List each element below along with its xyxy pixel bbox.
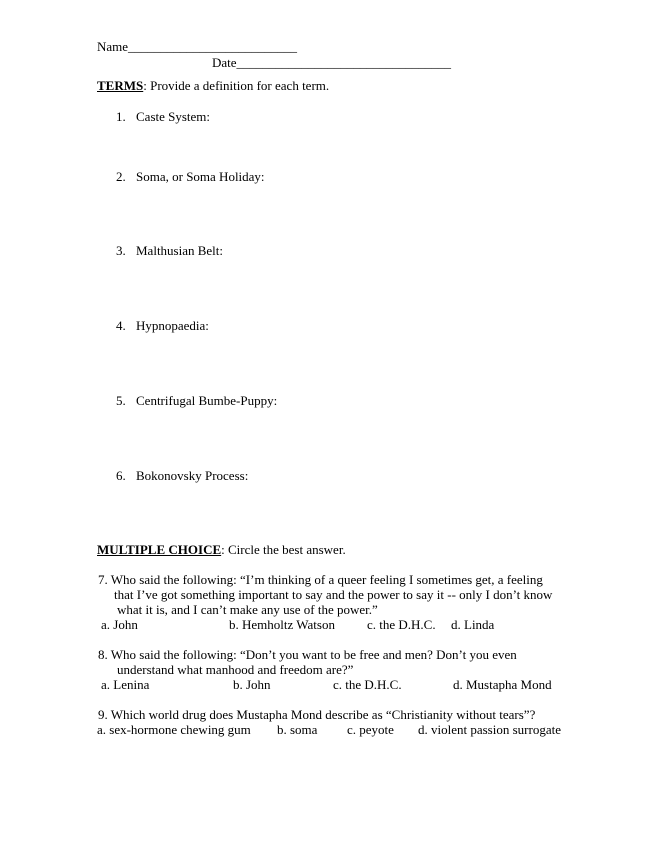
question-line: 9. Which world drug does Mustapha Mond describe as “Christianity without tears”? — [98, 707, 536, 722]
name-label: Name — [97, 39, 129, 54]
question-line: that I’ve got something important to say and the power to say it -- only I don’t know — [114, 587, 553, 602]
question-line: 8. Who said the following: “Don’t you want to be free and men? Don’t you even — [98, 647, 517, 662]
term-item — [116, 243, 223, 259]
terms-heading-line — [97, 78, 329, 94]
date-field[interactable] — [212, 55, 451, 71]
term-number: 2. — [116, 169, 126, 184]
mc-heading: MULTIPLE CHOICE — [97, 542, 222, 557]
answer-option[interactable]: a. John — [101, 617, 138, 632]
answer-option[interactable]: b. soma — [277, 722, 318, 737]
answer-option[interactable]: b. Hemholtz Watson — [229, 617, 335, 632]
term-item — [116, 169, 265, 185]
term-number: 1. — [116, 109, 126, 124]
date-label: Date — [212, 55, 237, 70]
answer-option[interactable]: b. John — [233, 677, 271, 692]
question-line: what it is, and I can’t make any use of the power.” — [117, 602, 378, 617]
term-text: Caste System: — [136, 109, 211, 124]
term-number: 4. — [116, 318, 126, 333]
mc-instruction: : Circle the best answer. — [221, 542, 346, 557]
term-number: 5. — [116, 393, 126, 408]
question-line: understand what manhood and freedom are?” — [117, 662, 354, 677]
date-line: _________________________________ — [236, 55, 452, 70]
terms-instruction: : Provide a definition for each term. — [143, 78, 330, 93]
term-text: Soma, or Soma Holiday: — [136, 169, 265, 184]
answer-option[interactable]: a. sex-hormone chewing gum — [97, 722, 251, 737]
mc-heading-line — [97, 542, 346, 558]
term-text: Hypnopaedia: — [136, 318, 209, 333]
question-line: 7. Who said the following: “I’m thinking of a queer feeling I sometimes get, a feeling — [98, 572, 543, 587]
term-item — [116, 468, 248, 484]
answer-option[interactable]: c. the D.H.C. — [333, 677, 402, 692]
term-number: 6. — [116, 468, 126, 483]
answer-option[interactable]: c. peyote — [347, 722, 394, 737]
term-text: Malthusian Belt: — [136, 243, 224, 258]
term-text: Bokonovsky Process: — [136, 468, 249, 483]
term-text: Centrifugal Bumbe-Puppy: — [136, 393, 278, 408]
terms-heading: TERMS — [97, 78, 144, 93]
answer-option[interactable]: d. violent passion surrogate — [418, 722, 561, 737]
answer-option[interactable]: d. Mustapha Mond — [453, 677, 552, 692]
answer-option[interactable]: d. Linda — [451, 617, 495, 632]
term-item — [116, 393, 277, 409]
term-number: 3. — [116, 243, 126, 258]
term-item — [116, 109, 210, 125]
name-line: __________________________ — [128, 39, 298, 54]
answer-option[interactable]: c. the D.H.C. — [367, 617, 436, 632]
name-field[interactable] — [97, 39, 297, 55]
term-item — [116, 318, 209, 334]
answer-option[interactable]: a. Lenina — [101, 677, 150, 692]
